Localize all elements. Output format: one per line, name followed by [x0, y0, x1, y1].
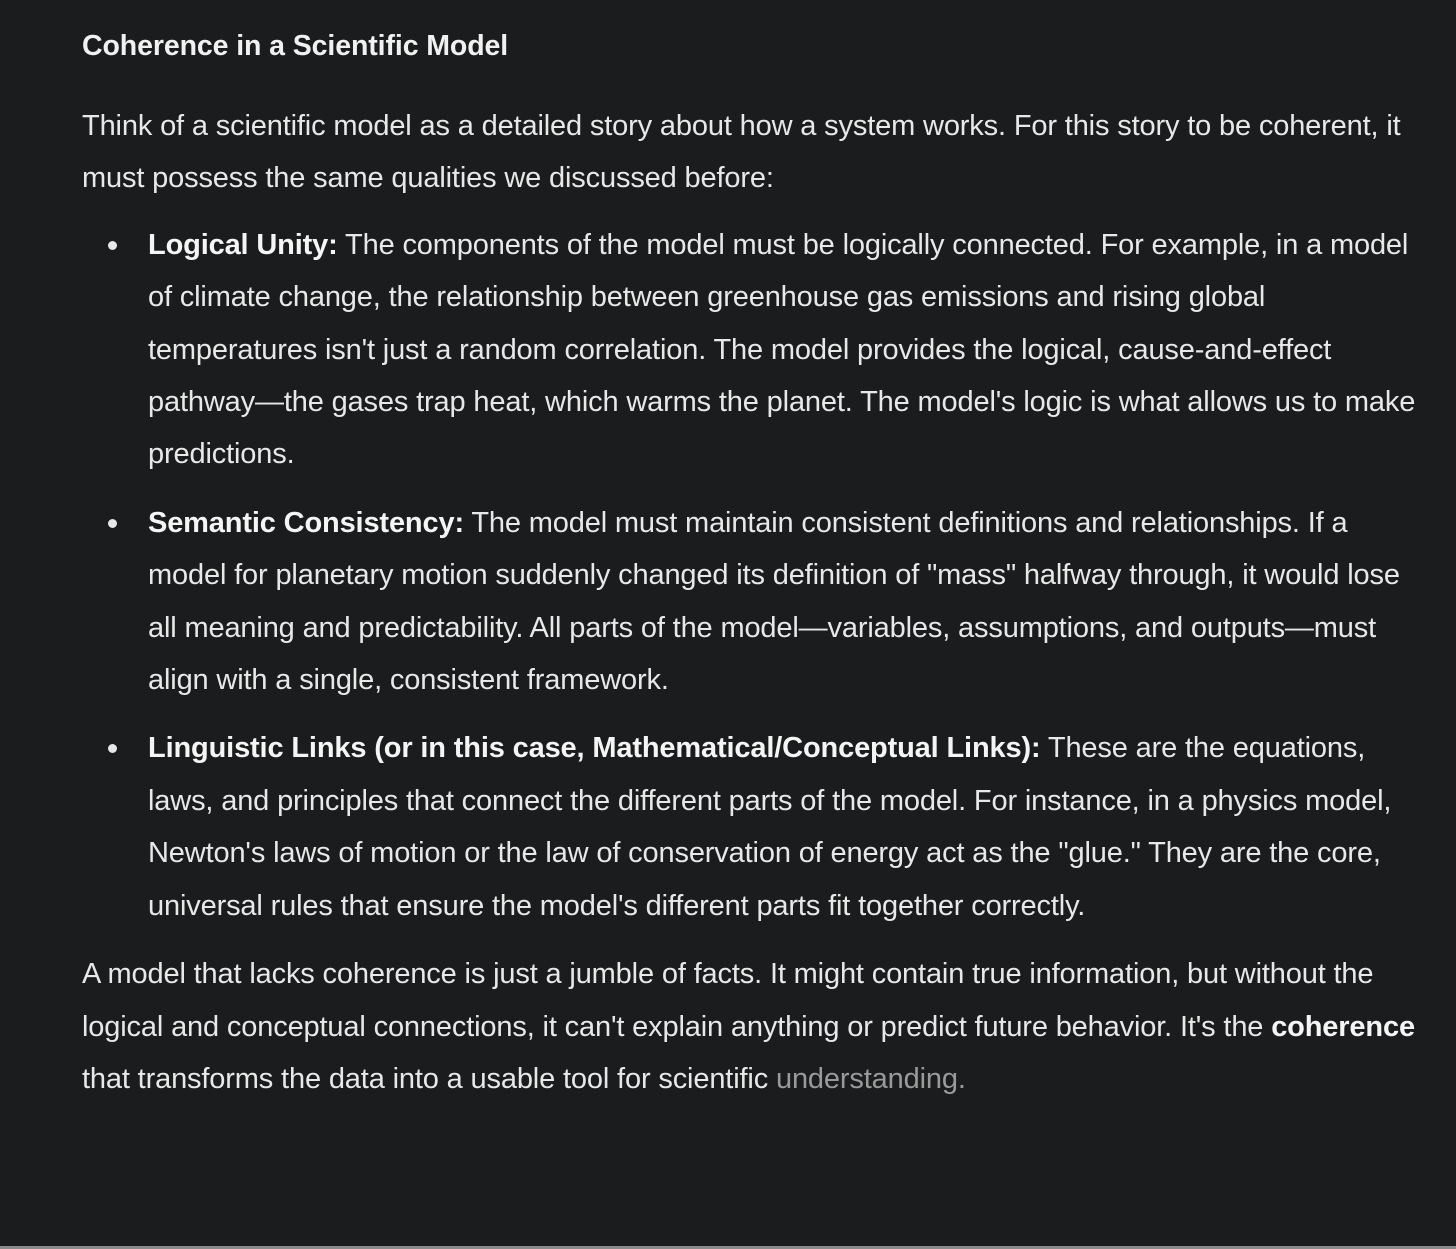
list-item-term: Linguistic Links (or in this case, Mathematical/Conceptual Links):	[148, 732, 1041, 765]
list-item-semantic-consistency	[82, 497, 1422, 707]
response-content	[82, 22, 1422, 1105]
list-item-term: Logical Unity:	[148, 228, 338, 261]
list-item-text: These are the equations, laws, and principles that connect the different parts of the model. For instance, in a physics model, Newton's laws of motion or the law of conservation of energy act as the "glue." They are the core, universal rules that ensure the model's different parts fit together correctly.	[148, 732, 1392, 922]
bullet-icon	[108, 519, 117, 528]
list-item-linguistic-links	[82, 722, 1422, 932]
list-item-text: The model must maintain consistent definitions and relationships. If a model for planetary motion suddenly changed its definition of "mass" halfway through, it would lose all meaning and predictability. All parts of the model—variables, assumptions, and outputs—must align with a single, consistent framework.	[148, 506, 1400, 697]
list-item-text: The components of the model must be logically connected. For example, in a model of climate change, the relationship between greenhouse gas emissions and rising global temperatures isn't just a random correlation. The model provides the logical, cause-and-effect pathway—the gases trap heat, which warms the planet. The model's logic is what allows us to make predictions.	[148, 228, 1416, 471]
section-heading: Coherence in a Scientific Model	[82, 30, 509, 62]
conclusion-bold-term: coherence	[1271, 1010, 1415, 1043]
bullet-icon	[108, 744, 117, 753]
qualities-list	[82, 219, 1422, 932]
conclusion-faded-text: understanding.	[775, 1062, 966, 1095]
conclusion-text-start: A model that lacks coherence is just a jumble of facts. It might contain true information, but without the logical and conceptual connections, it can't explain anything or predict future behavior. It's the	[82, 958, 1374, 1043]
intro-paragraph: Think of a scientific model as a detailed story about how a system works. For this story to be coherent, it must possess the same qualities we discussed before:	[82, 110, 1401, 195]
bullet-icon	[108, 241, 117, 250]
conclusion-paragraph	[82, 948, 1422, 1105]
list-item-logical-unity	[82, 219, 1422, 481]
conclusion-text-middle: that transforms the data into a usable tool for scientific	[82, 1062, 776, 1095]
list-item-term: Semantic Consistency:	[148, 506, 464, 539]
